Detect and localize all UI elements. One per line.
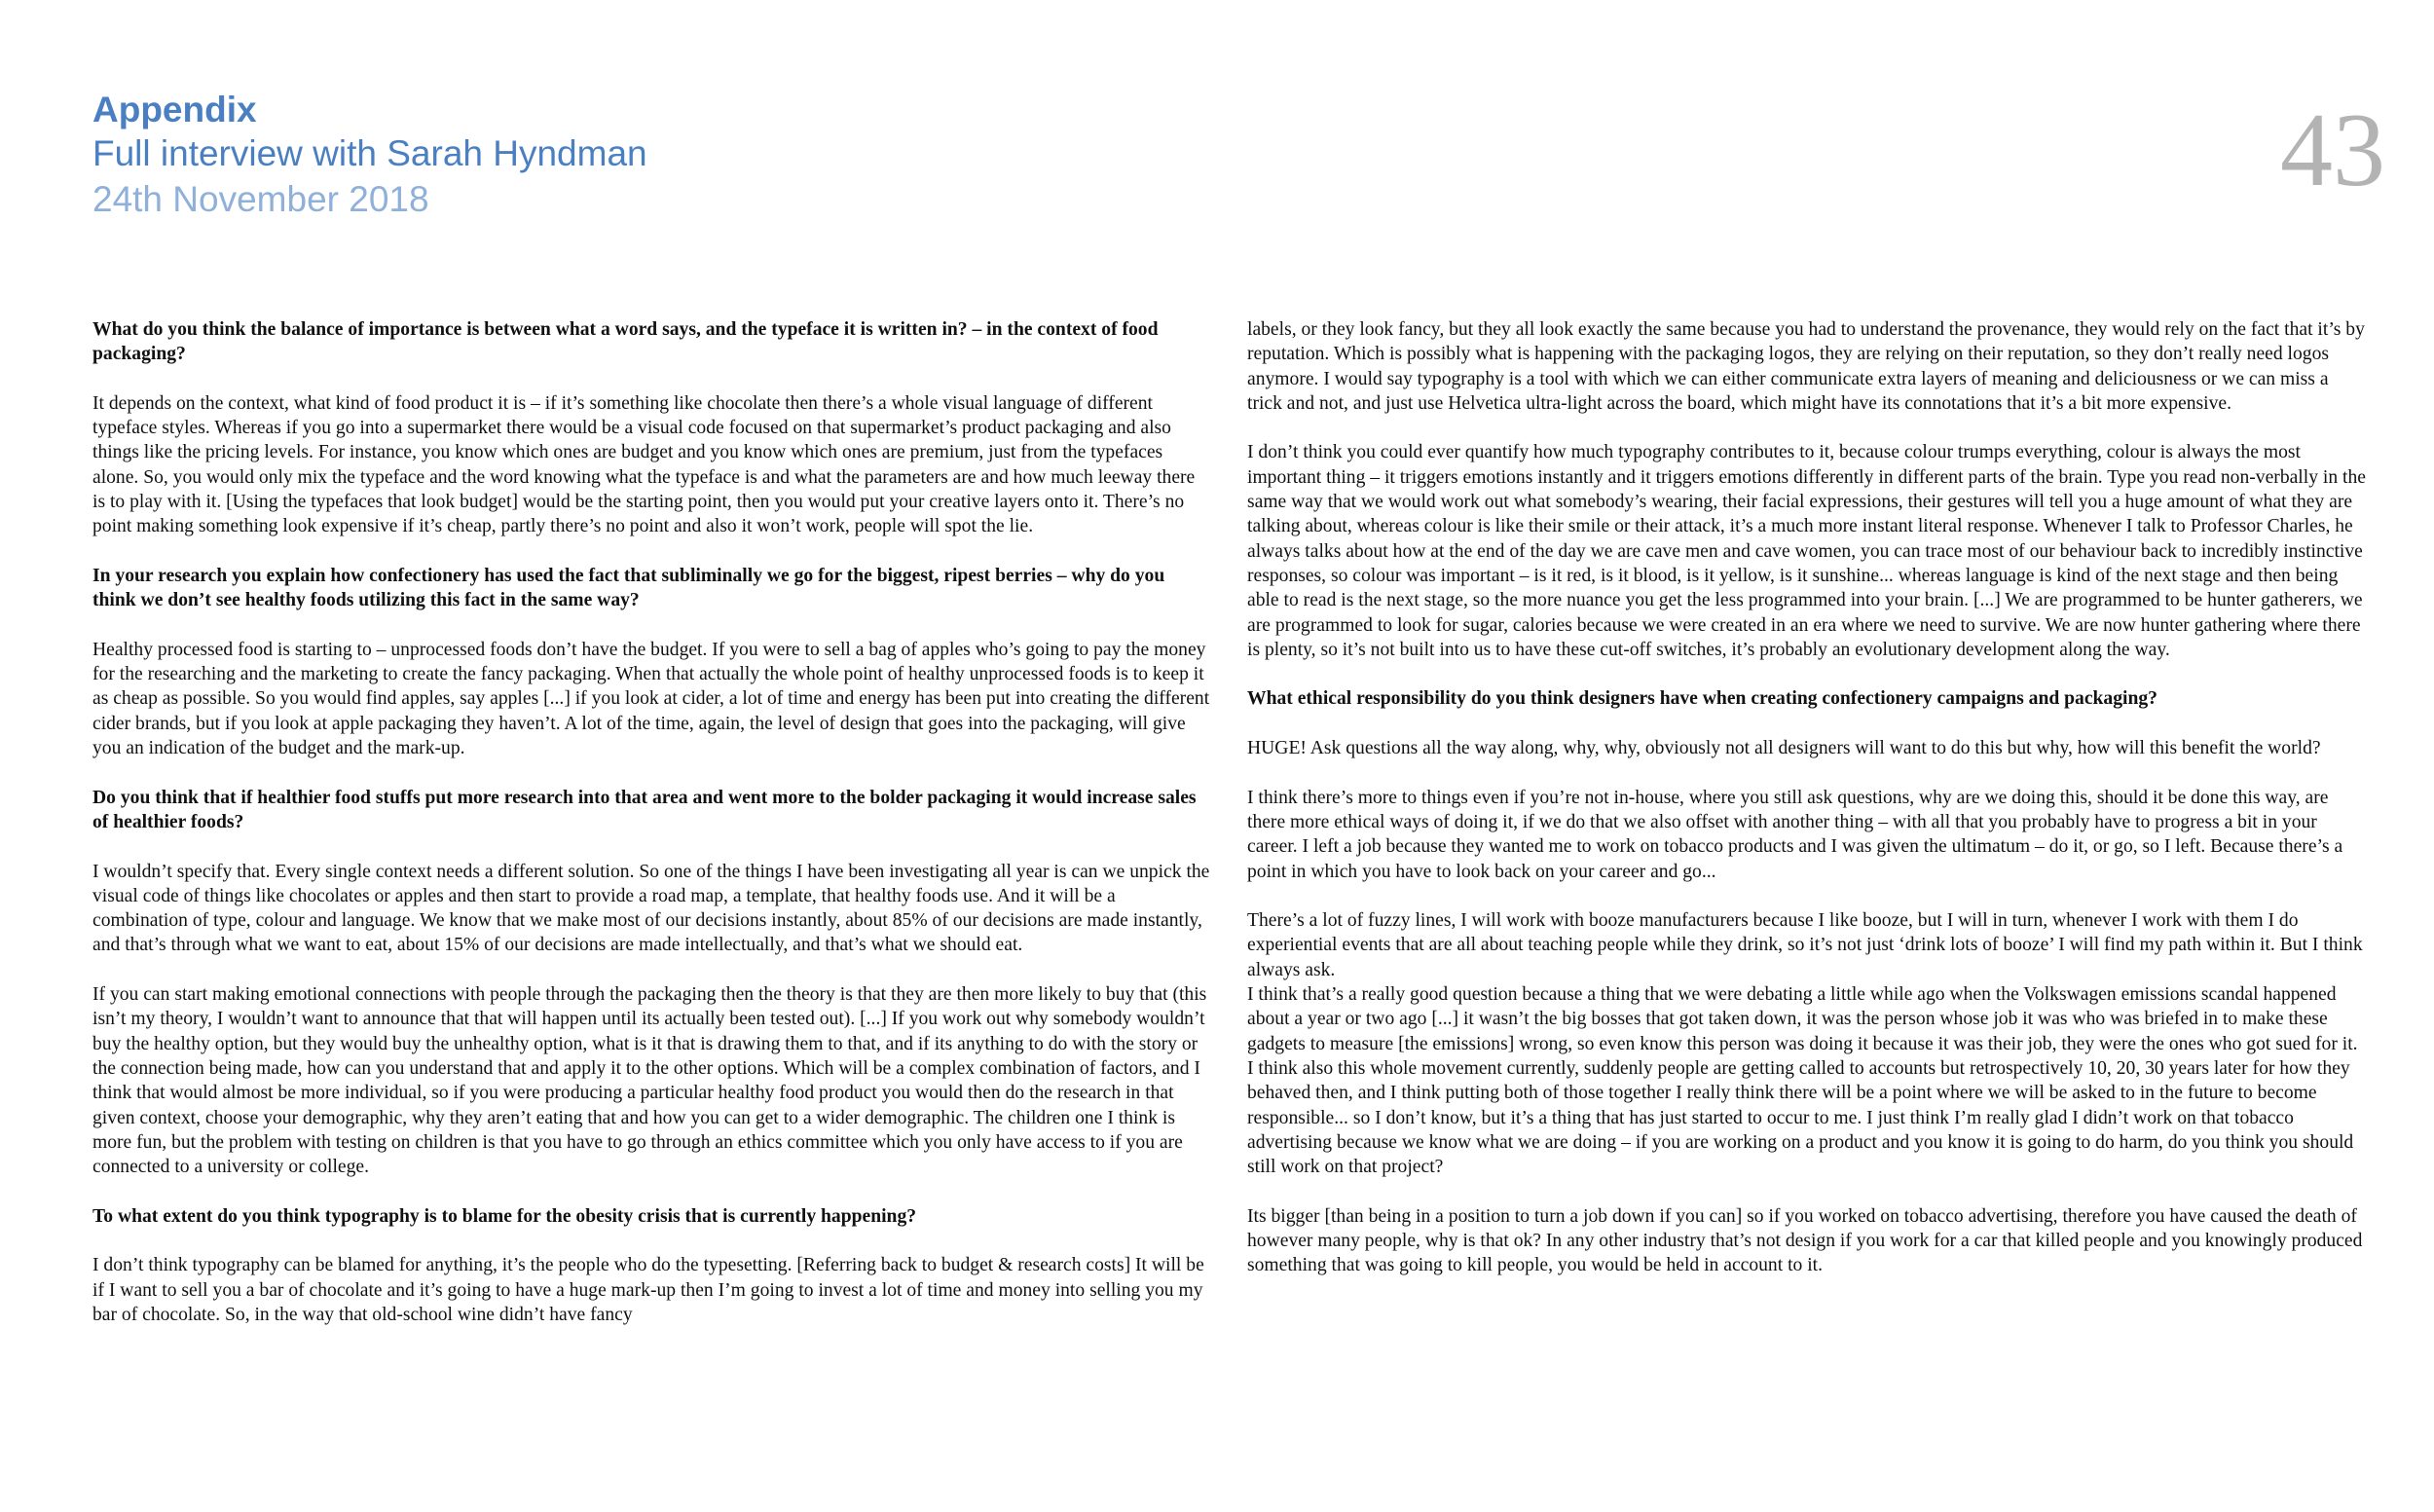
page-number: 43: [2280, 92, 2385, 208]
question: Do you think that if healthier food stuffs put more research into that area and went more to the bolder packaging it would increase sales of healthier foods?: [92, 787, 1197, 832]
page-header: [92, 90, 647, 222]
question: In your research you explain how confectionery has used the fact that subliminally we go for the biggest, ripest berries – why do you think we don’t see healthy foods utilizing this fact in the same way?: [92, 565, 1165, 611]
answer-paragraph: If you can start making emotional connections with people through the packaging then the theory is that they are then more likely to buy that (this isn’t my theory, I wouldn’t want to announce that that will happen until its actually been tested out). [...] If you work out why somebody wouldn’t buy the healthy option, but they would buy the unhealthy option, what is it that is drawing them to that, and if its anything to do with the story or the connection being made, how can you understand that and apply it to the other options. Which will be a complex combination of factors, and I think that would almost be more individual, so if you were producing a particular healthy food product you would then do the research in that given context, choose your demographic, why they aren’t eating that and how you can get to a wider demographic. The children one I think is more fun, but the problem with testing on children is that you have to go through an ethics committee which you only have access to if you are connected to a university or college.: [92, 984, 1207, 1178]
interview-date: 24th November 2018: [92, 179, 429, 219]
question: To what extent do you think typography is to blame for the obesity crisis that is currently happening?: [92, 1205, 917, 1227]
question: What ethical responsibility do you think designers have when creating confectionery campaigns and packaging?: [1247, 688, 2157, 710]
answer-paragraph: It depends on the context, what kind of food product it is – if it’s something like chocolate then there’s a whole visual language of different typeface styles. Whereas if you go into a supermarket there would be a visual code focused on that supermarket’s product packaging and also things like the pricing levels. For instance, you know which ones are budget and you know which ones are premium, just from the typefaces alone. So, you would only mix the typeface and the word knowing what the typeface is and what the parameters are and how much leeway there is to play with it. [Using the typefaces that look budget] would be the starting point, then you would put your creative layers onto it. There’s no point making something look expensive if it’s cheap, partly there’s no point and also it won’t work, people will spot the lie.: [92, 392, 1196, 537]
answer-paragraph: I don’t think typography can be blamed for anything, it’s the people who do the typesetting. [Referring back to budget & research costs] It will be if I want to sell you a bar of chocolate and it’s going to have a huge mark-up then I’m going to invest a lot of time and money into selling you my bar of chocolate. So, in the way that old-school wine didn’t have fancy: [92, 1255, 1204, 1325]
appendix-title: Appendix: [92, 90, 257, 129]
left-column: [92, 317, 1212, 1351]
answer-paragraph: I think that’s a really good question because a thing that we were debating a little while ago when the Volkswagen emissions scandal happened about a year or two ago [...] it wasn’t the big bosses that got taken down, it was the person whose job it was who was briefed in to make these gadgets to measure [the emissions] wrong, so even know this person was doing it because it was their job, they were the ones who got sued for it. I think also this whole movement currently, suddenly people are getting called to accounts but retrospectively 10, 20, 30 years later for how they behaved then, and I think putting both of those together I really think there will be a point where we will be asked to in the future to become responsible... so I don’t know, but it’s a thing that has just started to occur to me. I just think I’m really glad I didn’t work on that tobacco advertising because we know what we are doing – if you are working on a product and you know it is going to do harm, do you think you should still work on that project?: [1247, 984, 2358, 1178]
answer-paragraph: I think there’s more to things even if you’re not in-house, where you still ask questions, why are we doing this, should it be done this way, are there more ethical ways of doing it, if we do that we also offset with another thing – with all that you probably have to progress a bit in your career. I left a job because they wanted me to work on tobacco products and I was given the ultimatum – do it, or go, so I left. Because there’s a point in which you have to look back on your career and go...: [1247, 787, 2343, 882]
answer-paragraph: I don’t think you could ever quantify how much typography contributes to it, because colour trumps everything, colour is always the most important thing – it triggers emotions instantly and it triggers emotions differently in different parts of the brain. Type you read non-verbally in the same way that we would work out what somebody’s wearing, their facial expressions, their gestures will tell you a huge amount of what they are talking about, whereas colour is like their smile or their attack, it’s a much more instant literal response. Whenever I talk to Professor Charles, he always talks about how at the end of the day we are cave men and cave women, you can trace most of our behaviour back to incredibly instinctive responses, so colour was important – is it red, is it blood, is it yellow, is it sunshine... whereas language is kind of the next stage and then being able to read is the next stage, so the more nuance you get the less programmed into your brain. [...] We are programmed to be hunter gatherers, we are programmed to look for sugar, calories because we were created in an era where we need to survive. We are now hunter gathering where there is plenty, so it’s not built into us to have these cut-off switches, it’s probably an evolutionary development along the way.: [1247, 442, 2366, 660]
question: What do you think the balance of importance is between what a word says, and the typeface it is written in? – in the context of food packaging?: [92, 319, 1159, 365]
interview-subtitle: Full interview with Sarah Hyndman: [92, 133, 647, 173]
answer-paragraph: labels, or they look fancy, but they all look exactly the same because you had to understand the provenance, they would rely on the fact that it’s by reputation. Which is possibly what is happening with the packaging logos, they are relying on their reputation, so they don’t really need logos anymore. I would say typography is a tool with which we can either communicate extra layers of meaning and deliciousness or we can miss a trick and not, and just use Helvetica ultra-light across the board, which might have its connotations that it’s a bit more expensive.: [1247, 319, 2365, 414]
answer-paragraph: There’s a lot of fuzzy lines, I will work with booze manufacturers because I like booze, but I will in turn, whenever I work with them I do experiential events that are all about teaching people while they drink, so it’s not just ‘drink lots of booze’ I will find my path within it. But I think always ask.: [1247, 910, 2363, 980]
answer-paragraph: HUGE! Ask questions all the way along, why, why, obviously not all designers will want to do this but why, how will this benefit the world?: [1247, 738, 2321, 759]
answer-paragraph: Healthy processed food is starting to – unprocessed foods don’t have the budget. If you were to sell a bag of apples who’s going to pay the money for the researching and the marketing to create the fancy packaging. When that actually the whole point of healthy unprocessed foods is to keep it as cheap as possible. So you would find apples, say apples [...] if you look at cider, a lot of time and energy has been put into creating the different cider brands, but if you look at apple packaging they haven’t. A lot of the time, again, the level of design that goes into the packaging, will give you an indication of the budget and the mark-up.: [92, 639, 1210, 759]
right-column: [1247, 317, 2367, 1303]
answer-paragraph: Its bigger [than being in a position to turn a job down if you can] so if you worked on tobacco advertising, therefore you have caused the death of however many people, why is that ok? In any other industry that’s not design if you work for a car that killed people and you knowingly produced something that was going to kill people, you would be held in account to it.: [1247, 1205, 2363, 1276]
answer-paragraph: I wouldn’t specify that. Every single context needs a different solution. So one of the things I have been investigating all year is can we unpick the visual code of things like chocolates or apples and then start to provide a road map, a template, that healthy foods use. And it will be a combination of type, colour and language. We know that we make most of our decisions instantly, about 85% of our decisions are made instantly, and that’s through what we want to eat, about 15% of our decisions are made intellectually, and that’s what we should eat.: [92, 861, 1210, 956]
